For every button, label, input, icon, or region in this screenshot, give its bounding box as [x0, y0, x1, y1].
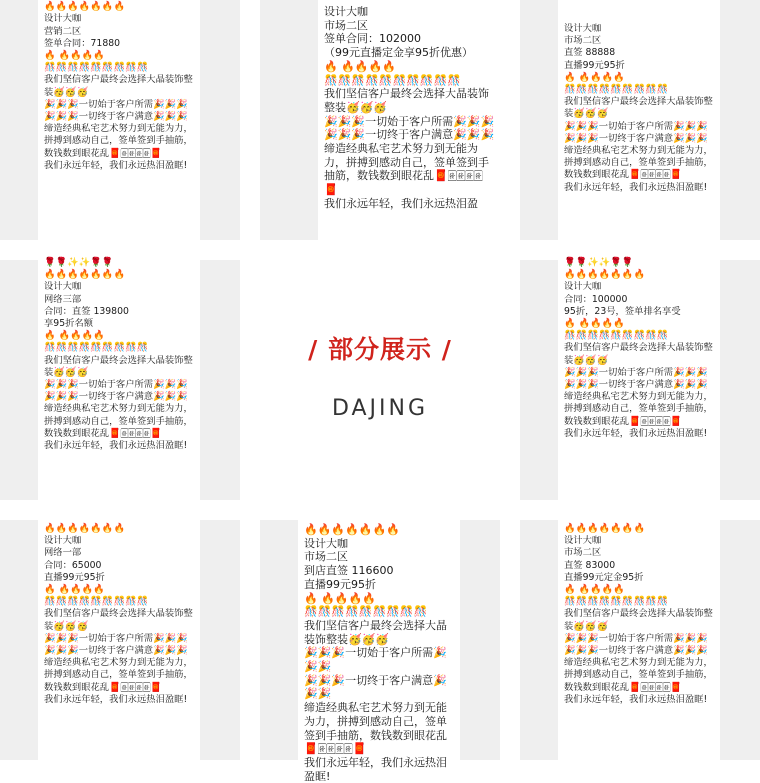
message-text: 设计大咖 市场二区 签单合同：102000 （99元直播定金享95折优惠） 🔥 🔥🔥🔥🔥 🎊🎊🎊🎊🎊🎊🎊🎊🎊🎊 我们坚信客户最终会选择大晶装饰整装🥳🥳🥳 🎉🎉🎉一切始于客户所需🎉🎉🎉 🎉🎉🎉一切终于客户满意🎉🎉🎉 缔造经典私宅艺术努力到无能为力，拼搏到感动自己，签单签到手抽筋，数钱数到眼花乱🧧🀅🀅🀅🀅🧧 我们永远年轻，我们永远热泪盈 — [324, 5, 495, 210]
message-paper — [558, 520, 720, 760]
screenshot-tile-r1c2 — [260, 0, 500, 240]
center-title: / 部分展示 / — [308, 335, 452, 364]
center-subtitle: DAJING — [331, 396, 429, 421]
message-text: 设计大咖 市场二区 直签 88888 直播99元95折 🔥 🔥🔥🔥🔥 🎊🎊🎊🎊🎊🎊🎊🎊🎊 我们坚信客户最终会选择大晶装饰整装🥳🥳🥳 🎉🎉🎉一切始于客户所需🎉🎉🎉 🎉🎉🎉一切终于客户满意🎉🎉🎉 缔造经典私宅艺术努力到无能为力，拼搏到感动自己，签单签到手抽筋，数钱数到眼花乱🧧🀅🀅🀅🀅🧧 我们永远年轻，我们永远热泪盈眶! — [564, 23, 713, 193]
message-text: 🔥🔥🔥🔥🔥🔥🔥 设计大咖 营销二区 签单合同：71880 🔥 🔥🔥🔥🔥 🎊🎊🎊🎊🎊🎊🎊🎊🎊 我们坚信客户最终会选择大晶装饰整装🥳🥳🥳 🎉🎉🎉一切始于客户所需🎉🎉🎉 🎉🎉🎉一切终于客户满意🎉🎉🎉 缔造经典私宅艺术努力到无能为力，拼搏到感动自己，签单签到手抽筋，数钱数到眼花乱🧧🀅🀅🀅🀅🧧 我们永远年轻，我们永远热泪盈眶! — [44, 1, 193, 171]
screenshot-tile-r3c1 — [0, 520, 240, 760]
message-paper — [298, 520, 460, 783]
screenshot-tile-r3c2 — [260, 520, 500, 783]
message-text: 🔥🔥🔥🔥🔥🔥🔥 设计大咖 网络一部 合同：65000 直播99元95折 🔥 🔥🔥🔥🔥 🎊🎊🎊🎊🎊🎊🎊🎊🎊 我们坚信客户最终会选择大晶装饰整装🥳🥳🥳 🎉🎉🎉一切始于客户所需🎉🎉🎉 🎉🎉🎉一切终于客户满意🎉🎉🎉 缔造经典私宅艺术努力到无能为力，拼搏到感动自己，签单签到手抽筋，数钱数到眼花乱🧧🀅🀅🀅🀅🧧 我们永远年轻，我们永远热泪盈眶! — [44, 523, 193, 705]
message-text: 🌹🌹✨✨🌹🌹 🔥🔥🔥🔥🔥🔥🔥 设计大咖 网络三部 合同：直签 139800 享95折名额 🔥 🔥🔥🔥🔥 🎊🎊🎊🎊🎊🎊🎊🎊🎊 我们坚信客户最终会选择大晶装饰整装🥳🥳🥳 🎉🎉🎉一切始于客户所需🎉🎉🎉 🎉🎉🎉一切终于客户满意🎉🎉🎉 缔造经典私宅艺术努力到无能为力，拼搏到感动自己，签单签到手抽筋，数钱数到眼花乱🧧🀅🀅🀅🀅🧧 我们永远年轻，我们永远热泪盈眶! — [44, 257, 193, 452]
screenshot-tile-r2c3 — [520, 257, 760, 500]
message-text: 🔥🔥🔥🔥🔥🔥🔥 设计大咖 市场二区 到店直签 116600 直播99元95折 🔥 🔥🔥🔥🔥 🎊🎊🎊🎊🎊🎊🎊🎊🎊 我们坚信客户最终会选择大晶装饰整装🥳🥳🥳 🎉🎉🎉一切始于客户所需🎉🎉🎉 🎉🎉🎉一切终于客户满意🎉🎉🎉 缔造经典私宅艺术努力到无能为力，拼搏到感动自己，签单签到手抽筋，数钱数到眼花乱🧧🀅🀅🀅🀅🧧 我们永远年轻，我们永远热泪盈眶! — [304, 523, 447, 783]
message-paper — [38, 257, 200, 500]
message-paper — [318, 0, 500, 240]
screenshot-tile-r1c3 — [520, 0, 760, 240]
screenshot-tile-r2c1 — [0, 257, 240, 500]
message-paper — [38, 0, 200, 240]
message-text: 🔥🔥🔥🔥🔥🔥🔥 设计大咖 市场二区 直签 83000 直播99元定金95折 🔥 🔥🔥🔥🔥 🎊🎊🎊🎊🎊🎊🎊🎊🎊 我们坚信客户最终会选择大晶装饰整装🥳🥳🥳 🎉🎉🎉一切始于客户所需🎉🎉🎉 🎉🎉🎉一切终于客户满意🎉🎉🎉 缔造经典私宅艺术努力到无能为力，拼搏到感动自己，签单签到手抽筋，数钱数到眼花乱🧧🀅🀅🀅🀅🧧 我们永远年轻，我们永远热泪盈眶! — [564, 523, 713, 705]
screenshot-tile-r3c3 — [520, 520, 760, 760]
message-text: 🌹🌹✨✨🌹🌹 🔥🔥🔥🔥🔥🔥🔥 设计大咖 合同：100000 95折，23号，签单排名享受 🔥 🔥🔥🔥🔥 🎊🎊🎊🎊🎊🎊🎊🎊🎊 我们坚信客户最终会选择大晶装饰整装🥳🥳🥳 🎉🎉🎉一切始于客户所需🎉🎉🎉 🎉🎉🎉一切终于客户满意🎉🎉🎉 缔造经典私宅艺术努力到无能为力，拼搏到感动自己，签单签到手抽筋，数钱数到眼花乱🧧🀅🀅🀅🀅🧧 我们永远年轻，我们永远热泪盈眶! — [564, 257, 713, 439]
center-panel — [260, 260, 500, 500]
message-paper — [558, 0, 720, 240]
message-paper — [38, 520, 200, 760]
screenshot-tile-r1c1 — [0, 0, 240, 240]
message-paper — [558, 257, 720, 500]
